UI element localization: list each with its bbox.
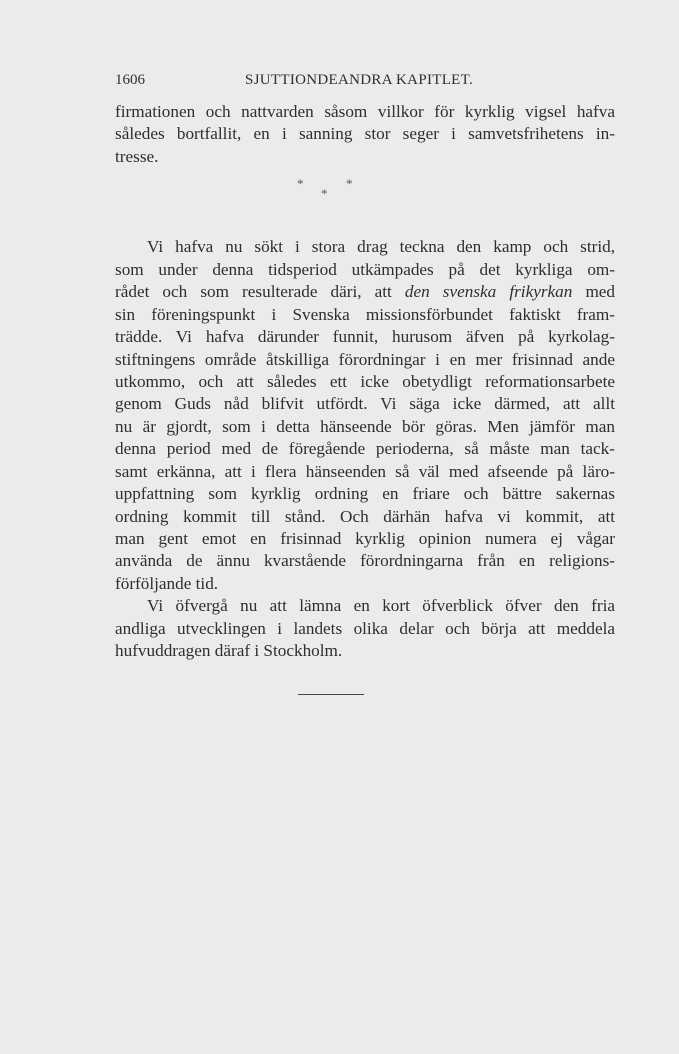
text-line: genom Guds nåd blifvit utfördt. Vi säga icke därmed, att allt: [115, 394, 615, 414]
running-head: SJUTTIONDEANDRA KAPITLET.: [245, 72, 474, 88]
asterisk: *: [297, 176, 304, 192]
text-line: denna period med de föregående perioderna, så måste man tack-: [115, 439, 615, 459]
text-line: hufvuddragen däraf i Stockholm.: [115, 641, 343, 661]
text-line: som under denna tidsperiod utkämpades på det kyrkliga om-: [115, 259, 615, 279]
text-line: utkommo, och att således ett icke obetydligt reformationsarbete: [115, 371, 615, 391]
asterisk: *: [346, 176, 353, 192]
text-line: således bortfallit, en i sanning stor seger i samvetsfrihetens in-: [115, 124, 615, 144]
text-line: trädde. Vi hafva därunder funnit, hurusom äfven på kyrkolag-: [115, 327, 615, 347]
asterisk: *: [321, 186, 328, 202]
closing-rule: [298, 694, 364, 695]
text-line: ordning kommit till stånd. Och därhän hafva vi kommit, att: [115, 506, 615, 526]
text-span: rådet och som resulterade däri, att: [115, 282, 392, 302]
text-line: firmationen och nattvarden såsom villkor för kyrklig vigsel hafva: [115, 102, 615, 121]
paragraph-3: [115, 595, 615, 662]
text-line: stiftningens område åtskilliga förordningar i en mer frisinnad ande: [115, 349, 615, 369]
paragraph-2: [115, 236, 615, 595]
text-line: tresse.: [115, 146, 159, 166]
text-line: Vi hafva nu sökt i stora drag teckna den kamp och strid,: [147, 237, 615, 257]
text-line: samt erkänna, att i flera hänseenden så väl med afseende på läro-: [115, 461, 615, 481]
emphasis: den svenska frikyrkan: [404, 282, 573, 302]
page-number: 1606: [115, 72, 145, 88]
text-line: uppfattning som kyrklig ordning en friare och bättre sakernas: [115, 484, 615, 504]
text-line: nu är gjordt, som i detta hänseende bör göras. Men jämför man: [115, 416, 615, 436]
paragraph-1: [115, 101, 615, 168]
text-line: använda de ännu kvarstående förordningarna från en religions-: [115, 551, 615, 571]
text-span: med: [585, 282, 616, 302]
text-line: sin föreningspunkt i Svenska missionsförbundet faktiskt fram-: [115, 304, 615, 324]
section-separator: [115, 168, 615, 236]
text-line: förföljande tid.: [115, 573, 219, 593]
text-line: man gent emot en frisinnad kyrklig opinion numera ej vågar: [115, 529, 615, 548]
text-line: [115, 281, 615, 303]
page-body: [115, 101, 615, 663]
text-line: andliga utvecklingen i landets olika delar och börja att meddela: [115, 618, 615, 638]
text-line: Vi öfvergå nu att lämna en kort öfverblick öfver den fria: [147, 596, 615, 616]
